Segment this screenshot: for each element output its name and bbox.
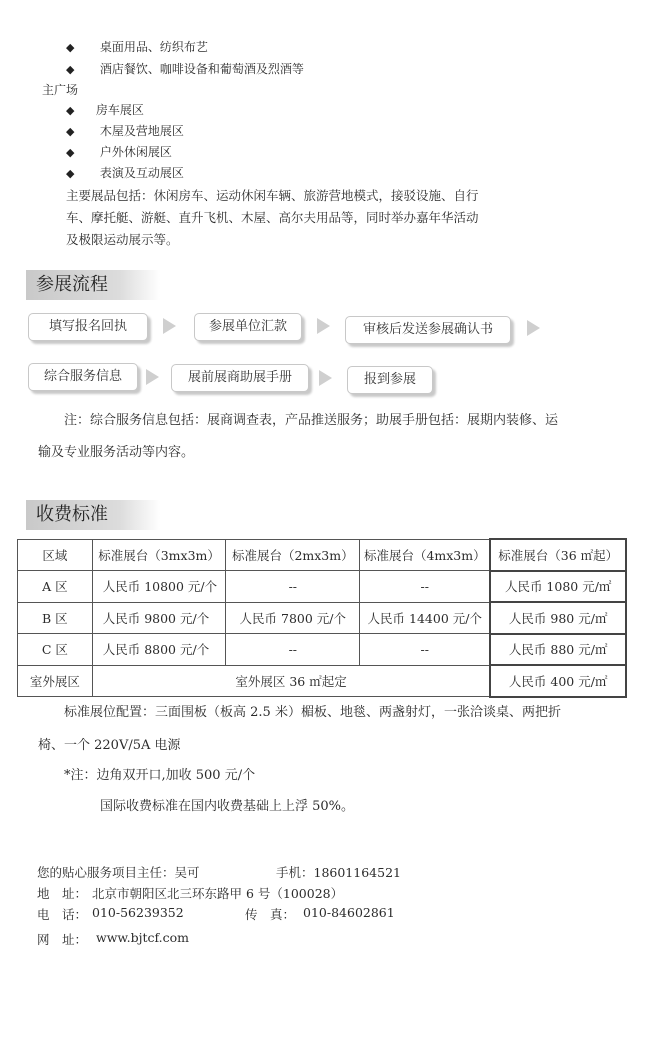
- list-item-text: 房车展区: [95, 103, 144, 117]
- list-item-text: 酒店餐饮、咖啡设备和葡萄酒及烈酒等: [99, 62, 304, 76]
- service-manager: 您的贴心服务项目主任：吴可: [37, 865, 200, 880]
- table-cell: 人民币 400 元/㎡: [490, 665, 626, 697]
- diamond-bullet-icon: ◆: [66, 104, 75, 117]
- flow-step: 展前展商助展手册: [171, 364, 309, 392]
- arrow-right-icon: [163, 318, 176, 334]
- table-cell: B 区: [18, 602, 93, 634]
- table-cell: C 区: [18, 634, 93, 666]
- phone-label: 电 话：: [37, 907, 88, 922]
- website-label: 网 址：: [37, 932, 88, 947]
- list-item: [66, 60, 304, 77]
- fee-table: [17, 538, 627, 698]
- table-header-cell: 区域: [18, 539, 93, 571]
- table-cell: 人民币 980 元/㎡: [490, 602, 626, 634]
- arrow-right-icon: [319, 370, 332, 386]
- table-header-cell: 标准展台（3mx3m）: [92, 539, 226, 571]
- list-item-text: 表演及互动展区: [99, 166, 184, 180]
- booth-config-line: 椅、一个 220V/5A 电源: [38, 738, 181, 753]
- fees-section-title: 收费标准: [26, 500, 160, 530]
- table-row: [18, 571, 627, 603]
- diamond-bullet-icon: ◆: [66, 41, 75, 54]
- list-item: [66, 101, 144, 118]
- flow-step: 审核后发送参展确认书: [345, 316, 511, 344]
- diamond-bullet-icon: ◆: [66, 125, 75, 138]
- address-label: 地 址：: [37, 886, 88, 901]
- list-item-text: 桌面用品、纺织布艺: [99, 40, 208, 54]
- diamond-bullet-icon: ◆: [66, 146, 75, 159]
- main-plaza-label: 主广场: [42, 83, 79, 97]
- list-item: [66, 164, 184, 181]
- table-header-cell: 标准展台（4mx3m）: [360, 539, 491, 571]
- diamond-bullet-icon: ◆: [66, 63, 75, 76]
- list-item-text: 木屋及营地展区: [99, 124, 184, 138]
- arrow-right-icon: [527, 320, 540, 336]
- exhibits-text-line: 主要展品包括：休闲房车、运动休闲车辆、旅游营地模式，接驳设施、自行: [66, 188, 479, 203]
- mobile-number: 手机：18601164521: [276, 865, 401, 880]
- table-cell: 人民币 10800 元/个: [92, 571, 226, 603]
- exhibits-text-line: 及极限运动展示等。: [66, 232, 179, 247]
- table-header-cell: 标准展台（2mx3m）: [226, 539, 360, 571]
- phone-value: 010-56239352: [92, 905, 184, 920]
- table-header-cell: 标准展台（36 ㎡起）: [490, 539, 626, 571]
- table-cell: --: [360, 634, 491, 666]
- table-cell: --: [226, 571, 360, 603]
- fax-label: 传 真：: [245, 907, 296, 922]
- table-cell: 人民币 8800 元/个: [92, 634, 226, 666]
- address-value: 北京市朝阳区北三环东路甲 6 号（100028）: [92, 886, 344, 901]
- table-cell: 人民币 7800 元/个: [226, 602, 360, 634]
- table-cell: --: [226, 634, 360, 666]
- table-cell: 室外展区 36 ㎡起定: [92, 665, 490, 697]
- table-header-row: [18, 539, 627, 571]
- table-row: [18, 634, 627, 666]
- list-item: [66, 143, 172, 160]
- table-cell: A 区: [18, 571, 93, 603]
- arrow-right-icon: [317, 318, 330, 334]
- fax-value: 010-84602861: [303, 905, 395, 920]
- table-cell: --: [360, 571, 491, 603]
- exhibits-text-line: 车、摩托艇、游艇、直升飞机、木屋、高尔夫用品等，同时举办嘉年华活动: [66, 210, 479, 225]
- table-cell: 人民币 880 元/㎡: [490, 634, 626, 666]
- table-cell: 室外展区: [18, 665, 93, 697]
- corner-booth-note: *注：边角双开口,加收 500 元/个: [64, 768, 256, 783]
- flow-step: 综合服务信息: [28, 363, 138, 391]
- table-cell: 人民币 14400 元/个: [360, 602, 491, 634]
- flow-step: 参展单位汇款: [194, 313, 302, 341]
- table-row: [18, 665, 627, 697]
- flow-step: 报到参展: [347, 366, 433, 394]
- process-note-line: 注：综合服务信息包括：展商调查表，产品推送服务；助展手册包括：展期内装修、运: [64, 413, 559, 428]
- diamond-bullet-icon: ◆: [66, 167, 75, 180]
- table-cell: 人民币 9800 元/个: [92, 602, 226, 634]
- list-item-text: 户外休闲展区: [99, 145, 172, 159]
- process-note-line: 输及专业服务活动等内容。: [38, 445, 195, 460]
- process-section-title: 参展流程: [26, 270, 160, 300]
- table-row: [18, 602, 627, 634]
- arrow-right-icon: [146, 369, 159, 385]
- list-item: [66, 38, 208, 55]
- flow-step: 填写报名回执: [28, 313, 148, 341]
- international-fee-note: 国际收费标准在国内收费基础上上浮 50%。: [100, 799, 355, 814]
- website-value: www.bjtcf.com: [96, 930, 190, 945]
- list-item: [66, 122, 184, 139]
- table-cell: 人民币 1080 元/㎡: [490, 571, 626, 603]
- booth-config-line: 标准展位配置：三面围板（板高 2.5 米）楣板、地毯、两盏射灯，一张洽谈桌、两把折: [64, 705, 561, 720]
